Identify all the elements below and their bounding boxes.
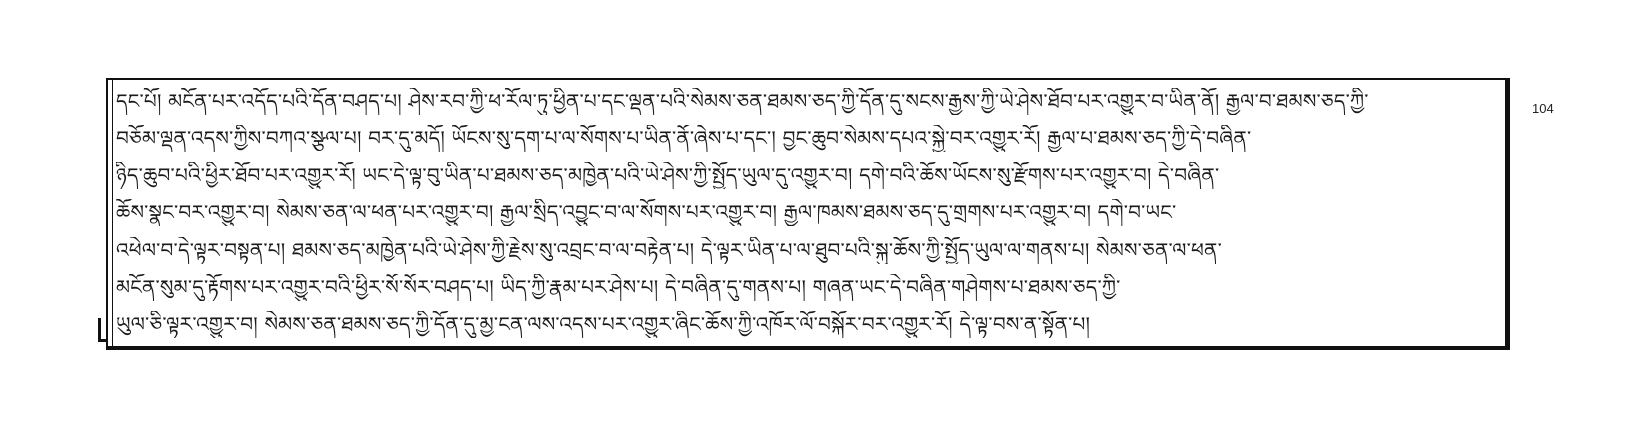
text-line-7: ཡུལ་ཅི་ལྟར་འགྱུར་བ། སེམས་ཅན་ཐམས་ཅད་ཀྱི་དོན་དུ་མྱ་ངན་ལས་འདས་པར་འགྱུར་ཞིང་ཆོས་ཀྱི་འཁོར་ལོ་བསྐོར་བར་འགྱུར་རོ། དེ་ལྟ་བས་ན་སྟོན་པ། (116, 311, 1091, 336)
text-line-6: མངོན་སུམ་དུ་རྟོགས་པར་འགྱུར་བའི་ཕྱིར་སོ་སོར་བཤད་པ། ཡིད་ཀྱི་རྣམ་པར་ཤེས་པ། དེ་བཞིན་དུ་གནས་པ། གཞན་ཡང་དེ་བཞིན་གཤེགས་པ་ཐམས་ཅད་ཀྱི་ (116, 274, 1121, 299)
text-line-4: ཆོས་སྣང་བར་འགྱུར་བ། སེམས་ཅན་ལ་ཕན་པར་འགྱུར་བ། རྒྱལ་སྲིད་འབྱུང་བ་ལ་སོགས་པར་འགྱུར་བ། རྒྱལ་ཁམས་ཐམས་ཅད་དུ་གྲགས་པར་འགྱུར་བ། དགེ་བ་ཡང་ (116, 200, 1177, 225)
folio-corner-mark (98, 318, 108, 342)
folio-text-block (116, 88, 1495, 338)
text-line-2: བཅོམ་ལྡན་འདས་ཀྱིས་བཀའ་སྩལ་པ། བར་དུ་མདོ། ཡོངས་སུ་དག་པ་ལ་སོགས་པ་ཡིན་ནོ་ཞེས་པ་དང་། བྱང་ཆུབ་སེམས་དཔའ་སྐྱེ་བར་འགྱུར་རོ། རྒྱལ་པ་ཐམས་ཅད་ཀྱི་དེ་བཞིན་ (116, 126, 1252, 151)
text-line-3: ཉིད་ཆུབ་པའི་ཕྱིར་ཐོབ་པར་འགྱུར་རོ། ཡང་དེ་ལྟ་བུ་ཡིན་པ་ཐམས་ཅད་མཁྱེན་པའི་ཡེ་ཤེས་ཀྱི་སྤྱོད་ཡུལ་དུ་འགྱུར་བ། དགེ་བའི་ཆོས་ཡོངས་སུ་རྫོགས་པར་འགྱུར་བ། དེ་བཞིན་ (116, 163, 1220, 188)
text-line-5: འཕེལ་བ་དེ་ལྟར་བསྟན་པ། ཐམས་ཅད་མཁྱེན་པའི་ཡེ་ཤེས་ཀྱི་རྗེས་སུ་འབྲང་བ་ལ་བརྟེན་པ། དེ་ལྟར་ཡིན་པ་ལ་ཐུབ་པའི་སྐུ་ཆོས་ཀྱི་སྤྱོད་ཡུལ་ལ་གནས་པ། སེམས་ཅན་ལ་ཕན་ (116, 237, 1222, 262)
text-line-1: དང་པོ། མངོན་པར་འདོད་པའི་དོན་བཤད་པ། ཤེས་རབ་ཀྱི་ཕ་རོལ་ཏུ་ཕྱིན་པ་དང་ལྡན་པའི་སེམས་ཅན་ཐམས་ཅད་ཀྱི་དོན་དུ་སངས་རྒྱས་ཀྱི་ཡེ་ཤེས་ཐོབ་པར་འགྱུར་བ་ཡིན་ནོ། རྒྱལ་བ་ཐམས་ཅད་ཀྱི་ (116, 89, 1369, 113)
folio-frame (106, 78, 1510, 350)
folio-left-margin-rule (108, 80, 113, 346)
page-number: 104 (1532, 101, 1554, 116)
